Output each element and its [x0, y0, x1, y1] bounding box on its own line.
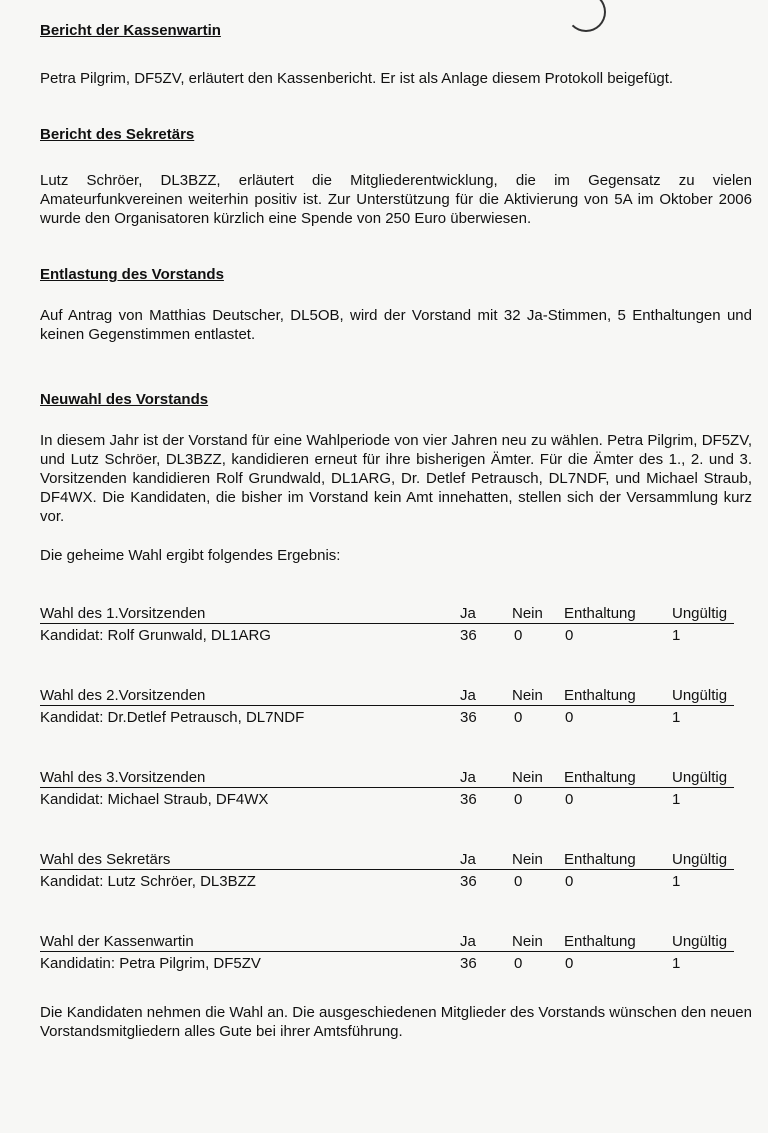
vote-enthaltung-count: 0	[565, 709, 574, 726]
vote-enthaltung-count: 0	[565, 627, 574, 644]
vote-col-nein: Nein	[512, 769, 543, 786]
vote-office: Wahl des 2.Vorsitzenden	[40, 687, 206, 704]
vote-candidate: Kandidat: Michael Straub, DF4WX	[40, 791, 269, 808]
section-text-kasse: Petra Pilgrim, DF5ZV, erläutert den Kassenbericht. Er ist als Anlage diesem Protokoll beigefügt.	[40, 70, 674, 87]
section-heading-kasse: Bericht der Kassenwartin	[40, 22, 221, 39]
vote-ungueltig-count: 1	[672, 627, 681, 644]
vote-nein-count: 0	[514, 627, 523, 644]
vote-candidate: Kandidat: Rolf Grunwald, DL1ARG	[40, 627, 271, 644]
vote-nein-count: 0	[514, 709, 523, 726]
vote-nein-count: 0	[514, 791, 523, 808]
vote-ja-count: 36	[460, 709, 477, 726]
vote-header	[40, 605, 734, 624]
section-heading-sekretaer: Bericht des Sekretärs	[40, 126, 195, 143]
vote-col-enthaltung: Enthaltung	[564, 687, 636, 704]
vote-office: Wahl der Kassenwartin	[40, 933, 194, 950]
section-heading-neuwahl: Neuwahl des Vorstands	[40, 391, 209, 408]
document-page	[40, 22, 752, 1041]
vote-col-ja: Ja	[460, 605, 476, 622]
vote-intro: Die geheime Wahl ergibt folgendes Ergebnis:	[40, 547, 341, 564]
vote-block	[40, 769, 752, 817]
section-text-neuwahl: In diesem Jahr ist der Vorstand für eine Wahlperiode von vier Jahren neu zu wählen. Petra Pilgrim, DF5ZV, und Lutz Schröer, DL3BZZ, kandidieren erneut für ihre bisherigen Ämter. Für die Ämter des 1., 2. und 3. Vorsitzenden kandidieren Rolf Grundwald, DL1ARG, Dr. Detlef Petrausch, DL7NDF, und Michael Straub, DF4WX. Die Kandidaten, die bisher im Vorstand kein Amt innehatten, stellen sich der Versammlung kurz vor.	[40, 432, 752, 525]
vote-col-ungueltig: Ungültig	[672, 687, 728, 704]
vote-office: Wahl des Sekretärs	[40, 851, 171, 868]
vote-col-nein: Nein	[512, 851, 543, 868]
vote-ungueltig-count: 1	[672, 873, 681, 890]
vote-col-enthaltung: Enthaltung	[564, 769, 636, 786]
section-text-sekretaer: Lutz Schröer, DL3BZZ, erläutert die Mitgliederentwicklung, die im Gegensatz zu vielen Amateurfunkvereinen weiterhin positiv ist. Zur Unterstützung für die Aktivierung von 5A im Oktober 2006 wurde den Organisatoren kürzlich eine Spende von 250 Euro überwiesen.	[40, 172, 752, 227]
vote-col-ungueltig: Ungültig	[672, 933, 728, 950]
closing-text: Die Kandidaten nehmen die Wahl an. Die ausgeschiedenen Mitglieder des Vorstands wünschen den neuen Vorstandsmitgliedern alles Gute bei ihrer Amtsführung.	[40, 1004, 752, 1040]
vote-office: Wahl des 3.Vorsitzenden	[40, 769, 206, 786]
vote-col-enthaltung: Enthaltung	[564, 851, 636, 868]
vote-col-ungueltig: Ungültig	[672, 769, 728, 786]
vote-block	[40, 933, 752, 981]
vote-office: Wahl des 1.Vorsitzenden	[40, 605, 206, 622]
vote-col-enthaltung: Enthaltung	[564, 605, 636, 622]
vote-header	[40, 851, 734, 870]
vote-ja-count: 36	[460, 791, 477, 808]
section-text-entlastung: Auf Antrag von Matthias Deutscher, DL5OB, wird der Vorstand mit 32 Ja-Stimmen, 5 Enthaltungen und keinen Gegenstimmen entlastet.	[40, 307, 752, 343]
vote-enthaltung-count: 0	[565, 873, 574, 890]
vote-col-ja: Ja	[460, 687, 476, 704]
vote-header	[40, 687, 734, 706]
vote-col-ja: Ja	[460, 851, 476, 868]
vote-col-enthaltung: Enthaltung	[564, 933, 636, 950]
vote-enthaltung-count: 0	[565, 791, 574, 808]
vote-nein-count: 0	[514, 955, 523, 972]
vote-col-nein: Nein	[512, 687, 543, 704]
vote-ja-count: 36	[460, 955, 477, 972]
vote-header	[40, 933, 734, 952]
vote-enthaltung-count: 0	[565, 955, 574, 972]
vote-header	[40, 769, 734, 788]
vote-col-ungueltig: Ungültig	[672, 605, 728, 622]
vote-results	[40, 605, 752, 981]
vote-ja-count: 36	[460, 627, 477, 644]
vote-candidate: Kandidat: Lutz Schröer, DL3BZZ	[40, 873, 256, 890]
vote-col-nein: Nein	[512, 933, 543, 950]
section-heading-entlastung: Entlastung des Vorstands	[40, 266, 224, 283]
vote-block	[40, 687, 752, 735]
vote-col-ja: Ja	[460, 769, 476, 786]
vote-col-nein: Nein	[512, 605, 543, 622]
vote-candidate: Kandidat: Dr.Detlef Petrausch, DL7NDF	[40, 709, 305, 726]
vote-col-ungueltig: Ungültig	[672, 851, 728, 868]
vote-ja-count: 36	[460, 873, 477, 890]
vote-block	[40, 605, 752, 653]
vote-block	[40, 851, 752, 899]
vote-ungueltig-count: 1	[672, 955, 681, 972]
vote-ungueltig-count: 1	[672, 791, 681, 808]
vote-candidate: Kandidatin: Petra Pilgrim, DF5ZV	[40, 955, 261, 972]
vote-ungueltig-count: 1	[672, 709, 681, 726]
vote-nein-count: 0	[514, 873, 523, 890]
vote-col-ja: Ja	[460, 933, 476, 950]
